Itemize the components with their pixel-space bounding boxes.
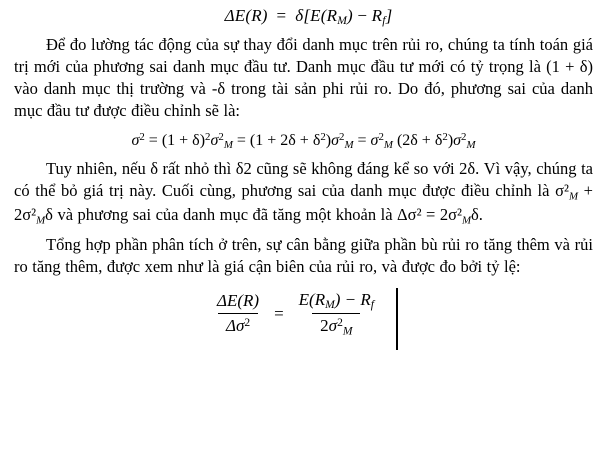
equation-3-right-denominator: $2\sigma^2_M$ (312, 313, 360, 337)
equation-1-equals: = (272, 6, 291, 25)
equation-1-term-close: ) (347, 6, 353, 25)
equation-1-delta: Δ (224, 6, 235, 25)
equation-1 (14, 6, 593, 27)
equation-1-f-sub: f (382, 14, 386, 28)
paragraph-3: Tổng hợp phần phân tích ở trên, sự cân bằng giữa phần bù rủi ro tăng thêm và rủi ro tăng thêm, được xem như là giá cận biên của rủi ro, và được đo bởi tỷ lệ: (14, 235, 593, 277)
equation-1-lhs: E(R) (234, 6, 268, 25)
paragraph-2-sub2: M (36, 213, 46, 226)
paragraph-2-part1: Tuy nhiên, nếu δ rất nhỏ thì δ2 cũng sẽ không đáng kể so với 2δ. Vì vậy, chúng ta có thể bỏ giá trị này. Cuối cùng, phương sai của danh mục được điều chỉnh là σ² (14, 158, 593, 200)
equation-3-equals: = (274, 304, 284, 324)
equation-1-rhs-suffix: ] (385, 6, 393, 25)
vertical-bar (396, 288, 398, 350)
paragraph-2 (14, 158, 593, 227)
equation-3-right-numerator: $E(R_M) - R_f$ (298, 290, 374, 312)
paragraph-1: Để đo lường tác động của sự thay đổi danh mục trên rủi ro, chúng ta tính toán giá trị mới của phương sai danh mục đầu tư. Danh mục đầu tư mới có tỷ trọng là (1 + δ) vào danh mục thị trường và -δ trong tài sản phi rủi ro. Do đó, phương sai của danh mục đầu tư được điều chỉnh sẽ là: (14, 35, 593, 121)
equation-2: $\sigma^2 = (1 + \delta)^2\sigma^2_M = (1 + 2\delta + \delta^2)\sigma^2_M = \sigma^2_M$ $(2\delta + \delta^2)\sigma^2_M$ (131, 130, 476, 151)
equation-3-left-fraction (209, 291, 267, 336)
paragraph-2-part4: δ. (471, 204, 483, 224)
equation-3 (14, 290, 593, 338)
equation-1-rhs-prefix: δ[ (295, 6, 311, 25)
paragraph-2-part2: + 2σ² (14, 180, 593, 224)
equation-1-term-e: E(R (310, 6, 338, 25)
equation-3-right-fraction (291, 290, 382, 338)
equation-1-m-sub: M (337, 14, 348, 28)
equation-3-left-numerator: ΔE(R) (217, 291, 260, 311)
paragraph-2-sub3: M (461, 213, 472, 226)
document-page (0, 6, 607, 463)
equation-3-left-denominator: $\Delta\sigma^2$ (218, 313, 258, 336)
equation-1-minus: − (352, 6, 372, 25)
paragraph-2-sub1: M (568, 190, 579, 203)
paragraph-2-part3: δ và phương sai của danh mục đã tăng một khoản là Δσ² = 2σ² (45, 204, 462, 224)
equation-1-term-r: R (371, 6, 383, 25)
